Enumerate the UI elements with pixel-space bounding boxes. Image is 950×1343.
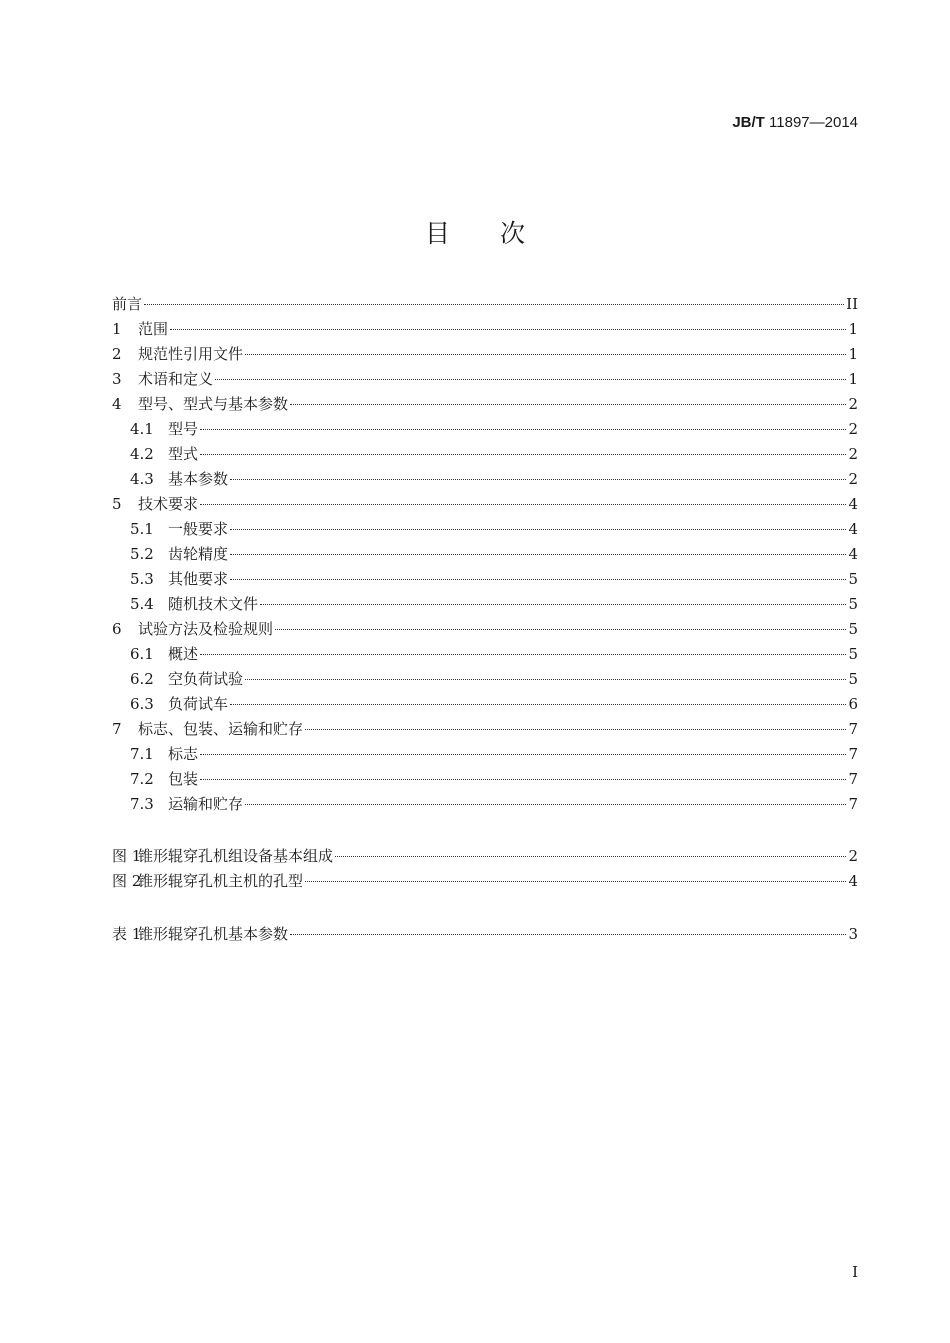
toc-entry-page: 5 <box>848 595 858 613</box>
figure-entry-number: 图 1 <box>112 847 142 865</box>
toc-entry-page: 2 <box>848 445 858 463</box>
toc-entry-page: 5 <box>848 645 858 663</box>
figure-list <box>112 844 858 894</box>
toc-entry-page: 2 <box>848 470 858 488</box>
toc-entry-page: 7 <box>848 720 858 738</box>
toc-entry-title: 概述 <box>168 645 199 663</box>
toc-entry-number: 6.3 <box>130 695 154 713</box>
toc-entry[interactable] <box>112 442 858 467</box>
toc-entry-page: 7 <box>848 770 858 788</box>
dot-leader <box>230 479 846 480</box>
toc-entry-number: 7 <box>112 720 122 738</box>
toc-entry[interactable] <box>112 367 858 392</box>
dot-leader <box>290 404 846 405</box>
toc-entry[interactable] <box>112 467 858 492</box>
toc-entry-page: 7 <box>848 795 858 813</box>
toc-entry-title: 齿轮精度 <box>168 545 229 563</box>
figure-entry-title: 锥形辊穿孔机组设备基本组成 <box>138 847 334 865</box>
dot-leader <box>245 354 846 355</box>
toc-entry-title: 规范性引用文件 <box>138 345 244 363</box>
toc-entry[interactable] <box>112 317 858 342</box>
dot-leader <box>200 654 846 655</box>
page-number: I <box>852 1263 858 1281</box>
dot-leader <box>260 604 846 605</box>
toc-entry[interactable] <box>112 642 858 667</box>
dot-leader <box>335 856 846 857</box>
toc-entry-number: 5.4 <box>130 595 154 613</box>
figure-entry[interactable] <box>112 844 858 869</box>
toc-entry-number: 6.1 <box>130 645 154 663</box>
figure-entry-number: 图 2 <box>112 872 142 890</box>
dot-leader <box>200 779 846 780</box>
table-entry[interactable] <box>112 922 858 947</box>
toc-entry-title: 标志、包装、运输和贮存 <box>138 720 304 738</box>
dot-leader <box>230 704 846 705</box>
toc-entry-page: 1 <box>848 370 858 388</box>
toc-entry-page: 1 <box>848 320 858 338</box>
toc-entry[interactable] <box>112 292 858 317</box>
toc-entry-title: 技术要求 <box>138 495 199 513</box>
toc-entry[interactable] <box>112 692 858 717</box>
figure-entry-page: 4 <box>848 872 858 890</box>
toc-entry-page: 4 <box>848 520 858 538</box>
toc-entry-title: 标志 <box>168 745 199 763</box>
toc-entry[interactable] <box>112 592 858 617</box>
table-list <box>112 922 858 947</box>
standard-code <box>732 114 858 131</box>
toc-entry-page: 5 <box>848 570 858 588</box>
toc-entry-number: 4.2 <box>130 445 154 463</box>
toc-entry-title: 运输和贮存 <box>168 795 244 813</box>
toc-entry-page: 4 <box>848 495 858 513</box>
dot-leader <box>200 429 846 430</box>
toc-entry-number: 4.1 <box>130 420 154 438</box>
toc-entry-page: 2 <box>848 420 858 438</box>
toc-entry-page: 5 <box>848 670 858 688</box>
toc-entry[interactable] <box>112 392 858 417</box>
dot-leader <box>305 881 846 882</box>
toc-entry-title: 一般要求 <box>168 520 229 538</box>
toc-entry-number: 5.3 <box>130 570 154 588</box>
toc-entry-number: 5.2 <box>130 545 154 563</box>
toc-entry-title: 型号 <box>168 420 199 438</box>
toc-entry-title: 基本参数 <box>168 470 229 488</box>
toc-entry-title: 型式 <box>168 445 199 463</box>
toc-entry[interactable] <box>112 742 858 767</box>
toc-entry-page: 6 <box>848 695 858 713</box>
toc-entry-page: 1 <box>848 345 858 363</box>
figure-entry-title: 锥形辊穿孔机主机的孔型 <box>138 872 304 890</box>
dot-leader <box>230 579 846 580</box>
toc-entry-number: 2 <box>112 345 122 363</box>
toc-entry-number: 7.3 <box>130 795 154 813</box>
toc-entry[interactable] <box>112 342 858 367</box>
toc-entry-title: 型号、型式与基本参数 <box>138 395 289 413</box>
dot-leader <box>230 554 846 555</box>
toc-entry-title: 前言 <box>112 295 143 313</box>
toc-entry-number: 1 <box>112 320 122 338</box>
toc-entry-title: 试验方法及检验规则 <box>138 620 274 638</box>
dot-leader <box>245 804 846 805</box>
toc-entry[interactable] <box>112 667 858 692</box>
toc-entry-number: 4 <box>112 395 122 413</box>
toc-entry-number: 7.2 <box>130 770 154 788</box>
toc-entry[interactable] <box>112 517 858 542</box>
toc-entry[interactable] <box>112 717 858 742</box>
toc-entry[interactable] <box>112 542 858 567</box>
toc-entry-number: 7.1 <box>130 745 154 763</box>
table-entry-title: 锥形辊穿孔机基本参数 <box>138 925 289 943</box>
dot-leader <box>200 504 846 505</box>
figure-entry-page: 2 <box>848 847 858 865</box>
toc-entry-title: 术语和定义 <box>138 370 214 388</box>
toc-entry[interactable] <box>112 617 858 642</box>
dot-leader <box>230 529 846 530</box>
dot-leader <box>305 729 846 730</box>
standard-prefix: JB/T <box>732 114 765 131</box>
toc-entry-page: 7 <box>848 745 858 763</box>
dot-leader <box>275 629 846 630</box>
toc-entry-page: 2 <box>848 395 858 413</box>
toc-entry[interactable] <box>112 792 858 817</box>
standard-number: 11897—2014 <box>769 114 858 131</box>
toc-entry-number: 5 <box>112 495 122 513</box>
toc-entry-title: 空负荷试验 <box>168 670 244 688</box>
toc-entry-title: 包装 <box>168 770 199 788</box>
toc-entry[interactable] <box>112 417 858 442</box>
toc-entry-number: 5.1 <box>130 520 154 538</box>
toc-entry-number: 4.3 <box>130 470 154 488</box>
toc-entry-title: 负荷试车 <box>168 695 229 713</box>
table-entry-page: 3 <box>848 925 858 943</box>
page-title: 目次 <box>424 219 575 248</box>
toc-entry-page: 5 <box>848 620 858 638</box>
dot-leader <box>144 304 844 305</box>
dot-leader <box>170 329 846 330</box>
dot-leader <box>200 454 846 455</box>
dot-leader <box>215 379 846 380</box>
dot-leader <box>200 754 846 755</box>
toc-entry-number: 6 <box>112 620 122 638</box>
toc-entry-title: 范围 <box>138 320 169 338</box>
toc-entry-number: 3 <box>112 370 122 388</box>
dot-leader <box>245 679 846 680</box>
toc-entry-number: 6.2 <box>130 670 154 688</box>
toc-entry[interactable] <box>112 567 858 592</box>
toc-entry-title: 其他要求 <box>168 570 229 588</box>
toc-entry[interactable] <box>112 492 858 517</box>
toc-entry-page: II <box>846 295 858 313</box>
table-entry-number: 表 1 <box>112 925 142 943</box>
figure-entry[interactable] <box>112 869 858 894</box>
toc-list <box>112 292 858 817</box>
dot-leader <box>290 934 846 935</box>
toc-entry[interactable] <box>112 767 858 792</box>
toc-entry-title: 随机技术文件 <box>168 595 259 613</box>
toc-entry-page: 4 <box>848 545 858 563</box>
